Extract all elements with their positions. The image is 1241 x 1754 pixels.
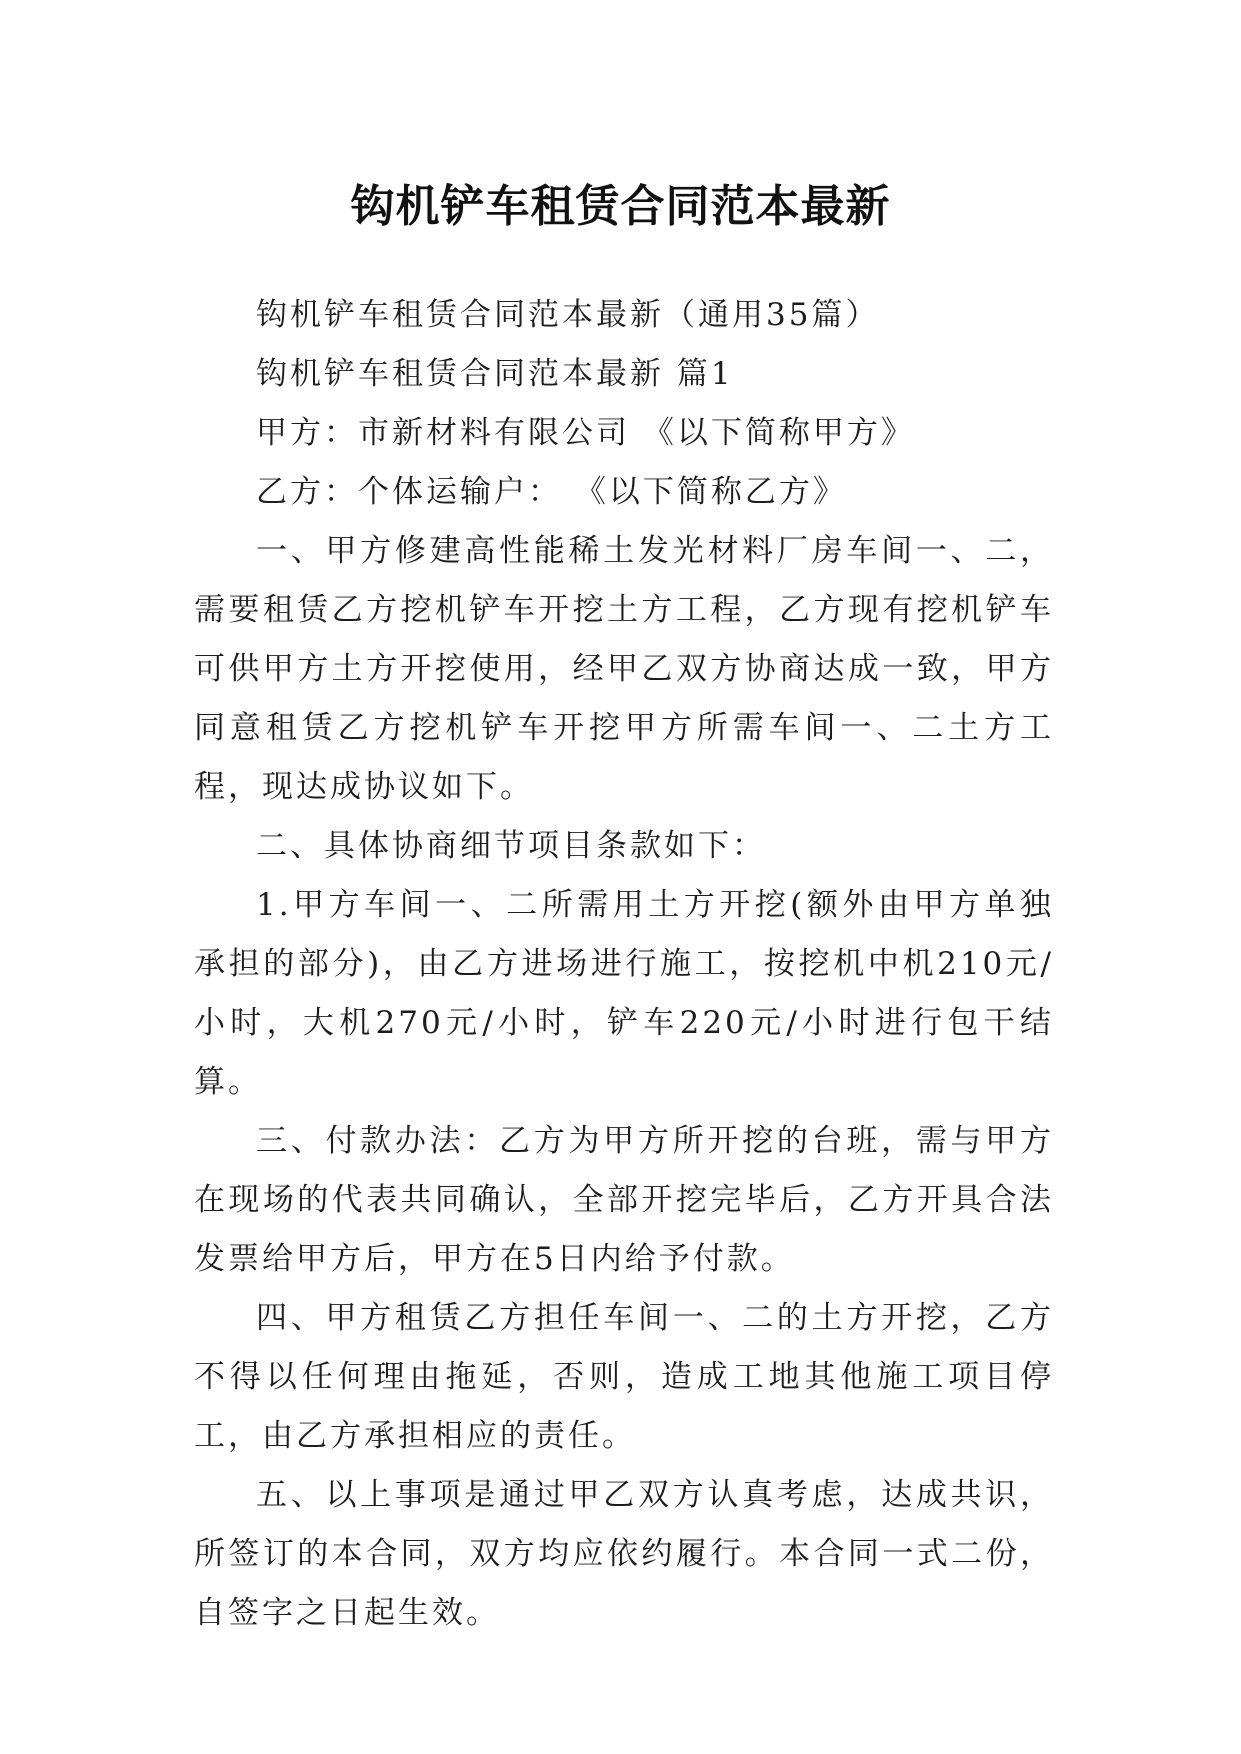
clause-paragraph: 一、甲方修建高性能稀土发光材料厂房车间一、二，需要租赁乙方挖机铲车开挖土方工程，乙方现有挖机铲车可供甲方土方开挖使用，经甲乙双方协商达成一致，甲方同意租赁乙方挖机铲车开挖甲方所需车间一、二土方工程，现达成协议如下。 (194, 533, 1054, 805)
party-b-line: 乙方：个体运输户： 《以下简称乙方》 (256, 474, 847, 510)
clause-paragraph: 二、具体协商细节项目条款如下： (256, 828, 766, 864)
clause-paragraph: 1.甲方车间一、二所需用土方开挖(额外由甲方单独承担的部分)，由乙方进场进行施工，按挖机中机210元/小时，大机270元/小时，铲车220元/小时进行包干结算。 (194, 887, 1054, 1100)
document-title: 钩机铲车租赁合同范本最新 (350, 181, 891, 233)
clause-paragraph: 五、以上事项是通过甲乙双方认真考虑，达成共识，所签订的本合同，双方均应依约履行。本合同一式二份，自签字之日起生效。 (194, 1477, 1054, 1631)
chapter-heading: 钩机铲车租赁合同范本最新 篇1 (256, 356, 734, 392)
document-subtitle: 钩机铲车租赁合同范本最新（通用35篇） (256, 297, 880, 333)
party-a-line: 甲方：市新材料有限公司 《以下简称甲方》 (256, 415, 915, 451)
document-body (194, 286, 1054, 1643)
clause-paragraph: 三、付款办法：乙方为甲方所开挖的台班，需与甲方在现场的代表共同确认，全部开挖完毕后，乙方开具合法发票给甲方后，甲方在5日内给予付款。 (194, 1123, 1054, 1277)
clause-paragraph: 四、甲方租赁乙方担任车间一、二的土方开挖，乙方不得以任何理由拖延，否则，造成工地其他施工项目停工，由乙方承担相应的责任。 (194, 1300, 1054, 1454)
